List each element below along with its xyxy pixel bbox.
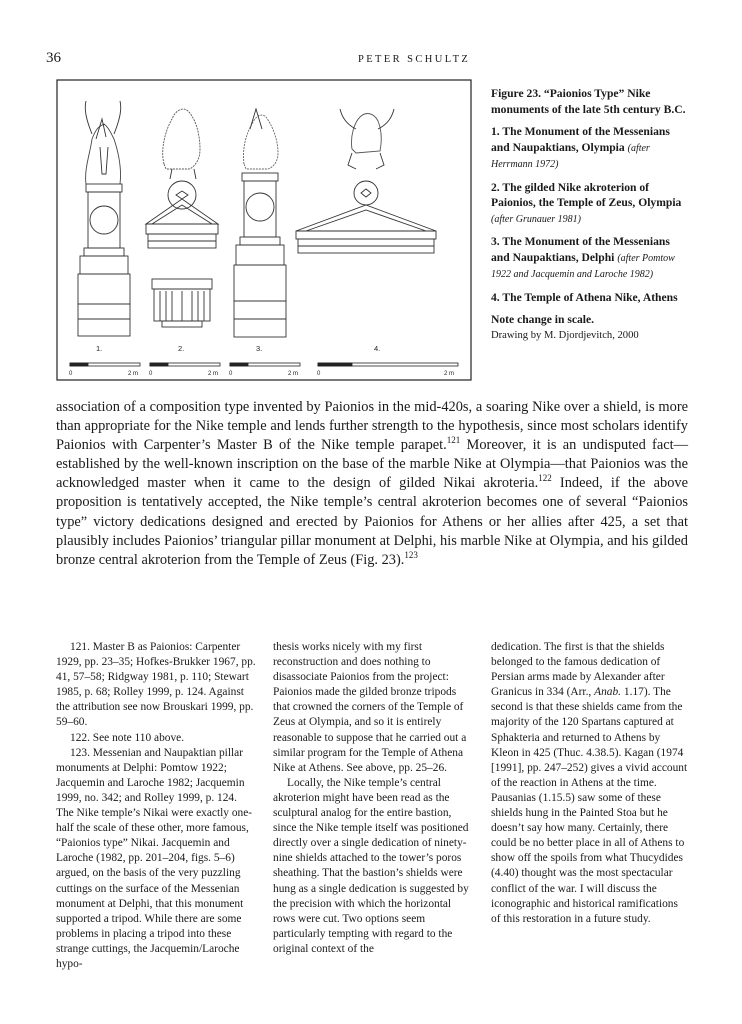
footnote-ref-121: 121	[446, 435, 461, 446]
footnote-ref-122: 122	[538, 473, 552, 484]
figure-caption	[491, 86, 691, 350]
nike-monuments-drawing	[56, 79, 472, 381]
scale-zero-1: 0	[69, 371, 73, 377]
running-head: PETER SCHULTZ	[358, 54, 471, 65]
caption-credit: Drawing by M. Djordjevitch, 2000	[491, 329, 639, 341]
monument-2-drawing	[146, 109, 218, 327]
note-123-locally: Locally, the Nike temple’s central akroterion might have been read as the sculptural analog for the entire bastion, since the Nike temple itself was positioned directly over a single dedication of ninety-nine shields attached to the tower’s poros sheathing. That the bastion’s shields were hung as a single dedication is suggested by the precision with which the horizontal rows were cut. Two options seem particularly tempting with regard to the original context of the	[273, 776, 469, 955]
scale-end-4: 2 m	[444, 371, 455, 377]
scale-bars	[70, 363, 458, 366]
scale-zero-2: 0	[149, 371, 153, 377]
scale-end-2: 2 m	[208, 371, 219, 377]
drawing-label-2: 2.	[178, 344, 185, 353]
caption-note: Note change in scale.	[491, 313, 595, 326]
scale-end-3: 2 m	[288, 371, 299, 377]
page-number: 36	[46, 50, 61, 66]
note-122: 122. See note 110 above.	[70, 731, 185, 744]
note-123-part-3: dedication. The first is that the shields belonged to the famous dedication of Persian arms made by Alexander after Granicus in 334 (Arr., Anab. 1.17). The second is that these shields came from the majority of the 120 Spartans captured at Sphakteria and returned to Athens by Kleon in 425 (Thuc. 4.38.5). Kagan (1974 [1991], pp. 247–252) gives a vivid account of the reaction in Athens at the time. Pausanias (1.15.5) saw some of these shields hung in the Painted Stoa but he doesn’t say how many. Certainly, there could be no better place in all of Athens to show off the spoils from what Thucydides (4.40) thought was the most spectacular conflict of the war. I will discuss the iconographic and historical ramifications of this restoration in a future study.	[491, 641, 688, 925]
figure-23-drawing	[56, 79, 472, 381]
notes-column-2	[273, 640, 471, 957]
caption-item-2: 2. The gilded Nike akroterion of Paionios, the Temple of Zeus, Olympia (after Grunauer 1981)	[491, 180, 682, 225]
notes-column-1	[56, 640, 256, 972]
caption-title: Figure 23. “Paionios Type” Nike monuments of the late 5th century B.C.	[491, 87, 686, 116]
scale-zero-4: 0	[317, 371, 321, 377]
note-121: 121. Master B as Paionios: Carpenter 1929, pp. 23–35; Hofkes-Brukker 1967, pp. 41, 57–58; Ridgway 1981, p. 110; Stewart 1985, p. 68; Rolley 1999, p. 124. Against the attribution see now Brouskari 1999, pp. 59–60.	[56, 641, 256, 729]
body-paragraph: association of a composition type invented by Paionios in the mid-420s, a soaring Nike over a shield, is more than appropriate for the Nike temple and lends further strength to the hypothesis, since most scholars identify Paionios with Carpenter’s Master B of the Nike temple parapet.$^{121}$ Moreover, it is an undisputed fact—established by the well-known inscription on the base of the marble Nike at Olympia—that Paionios was the acknowledged master when it came to the design of gilded Nikai akroteria.$^{122}$ Indeed, if the above proposition is tentatively accepted, the Nike temple’s central akroterion becomes one of several “Paionios type” victory dedications designed and erected by Paionios for Athens or her allies after 425, a set that plausibly includes Paionios’ triangular pillar monument at Delphi, his marble Nike at Olympia, and his gilded bronze central akroterion from the Temple of Zeus (Fig. 23).$^{123}$	[56, 399, 689, 568]
notes-column-3	[491, 640, 688, 927]
monument-3-drawing	[234, 109, 286, 337]
note-123-part-2: thesis works nicely with my first reconstruction and does nothing to disassociate Paionios from the project: Paionios made the gilded bronze tripods that crowned the corners of the Temple of Zeus at Olympia, and so it is entirely reasonable to suppose that he carried out a similar program for the Temple of Athena Nike at Athens. See above, pp. 25–26.	[273, 641, 467, 774]
caption-item-1: 1. The Monument of the Messenians and Naupaktians, Olympia (after Herrmann 1972)	[491, 125, 670, 170]
scale-zero-3: 0	[229, 371, 233, 377]
caption-item-4: 4. The Temple of Athena Nike, Athens	[491, 290, 678, 304]
drawing-label-3: 3.	[256, 344, 263, 353]
drawing-label-1: 1.	[96, 344, 103, 353]
monument-4-drawing	[296, 109, 436, 253]
monument-1-drawing	[78, 101, 130, 336]
drawing-label-4: 4.	[374, 344, 381, 353]
note-123-part-1: 123. Messenian and Naupaktian pillar monuments at Delphi: Pomtow 1922; Jacquemin and Laroche 1982; Jacquemin 1999, no. 342; and Rolley 1999, p. 124. The Nike temple’s Nikai were exactly one-half the scale of these other, more famous, “Paionios type” Nikai. Jacquemin and Laroche (1982, pp. 201–204, figs. 5–6) argued, on the basis of the very puzzling cuttings on the surface of the Messenian monument at Delphi, that this monument supported a tripod. While there are some problems in placing a tripod into these strange cuttings, the Jacquemin/Laroche hypo-	[56, 746, 253, 970]
caption-item-3: 3. The Monument of the Messenians and Naupaktians, Delphi (after Pomtow 1922 and Jacquemin and Laroche 1982)	[491, 235, 675, 280]
scale-end-1: 2 m	[128, 371, 139, 377]
footnote-ref-123: 123	[404, 549, 418, 560]
